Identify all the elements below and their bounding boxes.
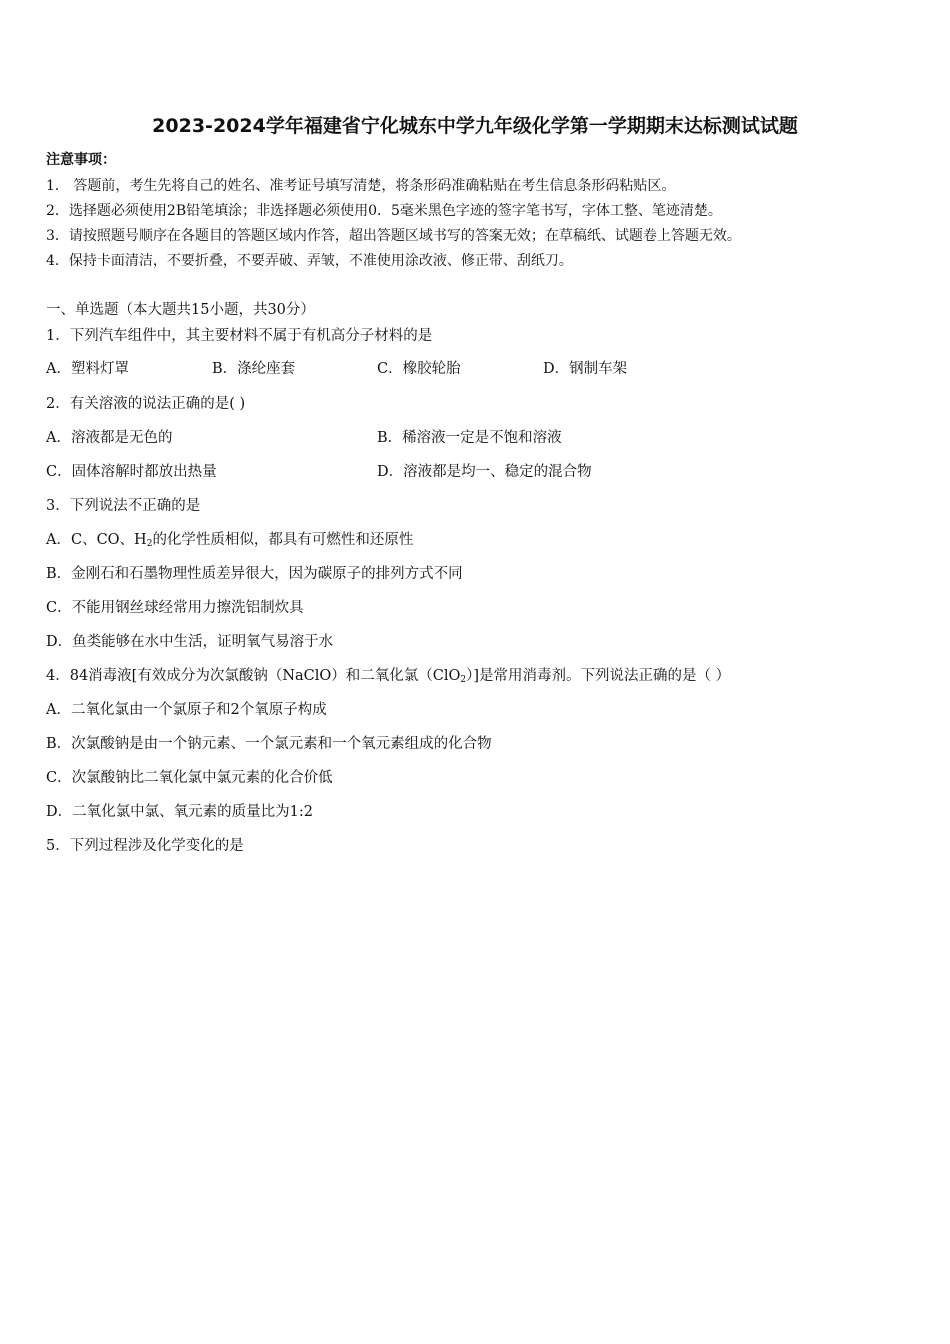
question-4-option-b: B．次氯酸钠是由一个钠元素、一个氯元素和一个氧元素组成的化合物 <box>46 736 492 752</box>
question-3-option-a-post: 的化学性质相似，都具有可燃性和还原性 <box>152 532 414 548</box>
page-title: 2023-2024学年福建省宁化城东中学九年级化学第一学期期末达标测试试题 <box>152 115 798 137</box>
question-1-option-c: C．橡胶轮胎 <box>377 361 461 377</box>
question-2-stem: 2．有关溶液的说法正确的是( ) <box>46 396 246 412</box>
notice-heading: 注意事项： <box>46 152 116 168</box>
subscript-2: 2 <box>460 675 467 685</box>
question-2-option-b: B．稀溶液一定是不饱和溶液 <box>377 430 562 446</box>
question-1-option-b: B．涤纶座套 <box>212 361 296 377</box>
question-3-stem: 3．下列说法不正确的是 <box>46 498 201 514</box>
notice-item-1: 1． 答题前，考生先将自己的姓名、准考证号填写清楚，将条形码准确粘贴在考生信息条形码粘贴区。 <box>46 178 676 194</box>
question-4-option-a: A．二氧化氯由一个氯原子和2个氧原子构成 <box>46 702 327 718</box>
question-4-option-d: D．二氧化氯中氯、氧元素的质量比为1:2 <box>46 804 313 820</box>
question-2-option-a: A．溶液都是无色的 <box>46 430 173 446</box>
question-3-option-a-pre: A．C、CO、H <box>46 532 147 548</box>
question-1-stem: 1．下列汽车组件中，其主要材料不属于有机高分子材料的是 <box>46 328 433 344</box>
question-4-stem-post: ）]是常用消毒剂。下列说法正确的是（ ） <box>466 668 731 684</box>
notice-item-2: 2．选择题必须使用2B铅笔填涂；非选择题必须使用0．5毫米黑色字迹的签字笔书写，字体工整、笔迹清楚。 <box>46 203 722 219</box>
question-2-option-d: D．溶液都是均一、稳定的混合物 <box>377 464 592 480</box>
question-4-option-c: C．次氯酸钠比二氧化氯中氯元素的化合价低 <box>46 770 333 786</box>
question-1-option-a: A．塑料灯罩 <box>46 361 129 377</box>
subscript-2: 2 <box>146 539 153 549</box>
question-4-stem-pre: 4．84消毒液[有效成分为次氯酸钠（NaClO）和二氧化氯（ClO <box>46 668 461 684</box>
question-3-option-c: C．不能用钢丝球经常用力擦洗铝制炊具 <box>46 600 304 616</box>
question-1-option-d: D．钢制车架 <box>543 361 628 377</box>
section-heading: 一、单选题（本大题共15小题，共30分） <box>46 302 315 318</box>
question-4-stem <box>46 666 730 690</box>
question-3-option-d: D．鱼类能够在水中生活，证明氧气易溶于水 <box>46 634 334 650</box>
notice-item-3: 3．请按照题号顺序在各题目的答题区域内作答，超出答题区域书写的答案无效；在草稿纸、试题卷上答题无效。 <box>46 228 741 244</box>
question-3-option-b: B．金刚石和石墨物理性质差异很大，因为碳原子的排列方式不同 <box>46 566 463 582</box>
notice-item-4: 4．保持卡面清洁，不要折叠，不要弄破、弄皱，不准使用涂改液、修正带、刮纸刀。 <box>46 253 573 269</box>
question-3-option-a <box>46 530 413 554</box>
question-2-option-c: C．固体溶解时都放出热量 <box>46 464 217 480</box>
question-5-stem: 5．下列过程涉及化学变化的是 <box>46 838 244 854</box>
